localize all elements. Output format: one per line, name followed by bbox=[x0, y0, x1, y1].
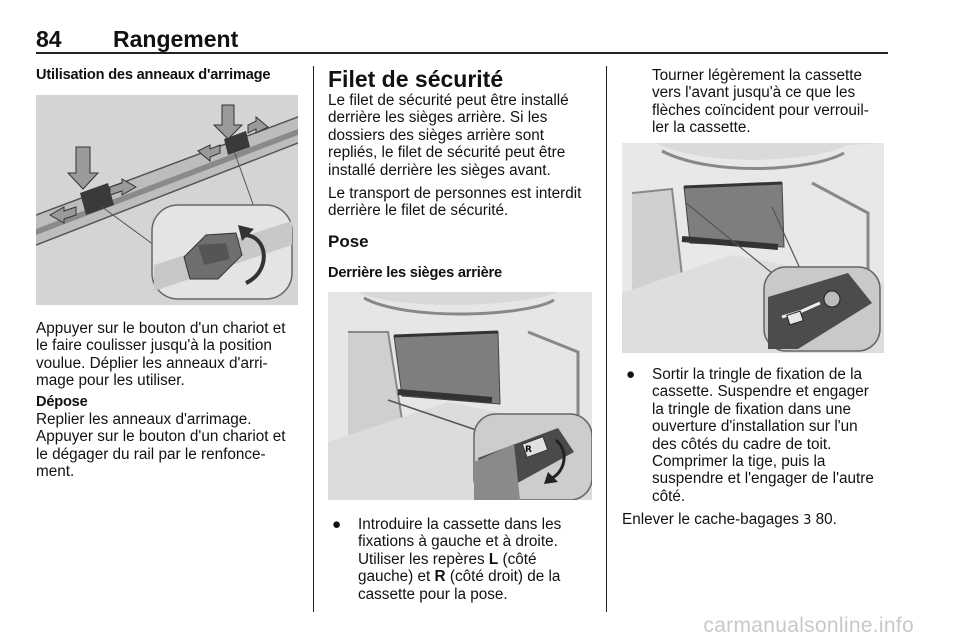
paragraph-line: installé derrière les sièges avant. bbox=[328, 161, 551, 179]
paragraph-line: ler la cassette. bbox=[652, 119, 751, 137]
paragraph-line: Appuyer sur le bouton d'un chariot et bbox=[36, 320, 286, 337]
marker-l: L bbox=[488, 550, 499, 568]
bullet-line bbox=[358, 568, 600, 585]
paragraph-line: vers l'avant jusqu'à ce que les bbox=[652, 84, 856, 102]
figure-tie-down-rings bbox=[36, 95, 298, 305]
figure-cassette-lock bbox=[622, 143, 884, 353]
paragraph-line: Le transport de personnes est interdit bbox=[328, 185, 582, 203]
paragraph-line: mage pour les utiliser. bbox=[36, 372, 185, 390]
header-rule bbox=[36, 52, 888, 54]
bullet-line: des côtés du cadre de toit. bbox=[652, 435, 832, 453]
column-divider-1 bbox=[313, 66, 314, 612]
pose-subheading: Derrière les sièges arrière bbox=[328, 264, 502, 281]
figure-cassette-install bbox=[328, 292, 592, 500]
paragraph-line: repliés, le filet de sécurité peut être bbox=[328, 144, 566, 162]
paragraph-line: Tourner légèrement la cassette bbox=[652, 67, 863, 84]
paragraph-line: Le filet de sécurité peut être installé bbox=[328, 92, 569, 109]
section-subtitle: Utilisation des anneaux d'arrimage bbox=[36, 67, 271, 83]
bullet-line: ouverture d'installation sur l'un bbox=[652, 418, 858, 436]
reference-arrow-icon: 3 bbox=[803, 513, 812, 529]
text-fragment: Enlever le cache-bagages bbox=[622, 511, 804, 529]
text-fragment: (côté bbox=[498, 550, 537, 568]
column-1-body bbox=[36, 320, 308, 481]
pose-heading: Pose bbox=[328, 231, 369, 251]
column-divider-2 bbox=[606, 66, 607, 612]
text-fragment: gauche) et bbox=[358, 568, 435, 586]
bullet-line: cassette pour la pose. bbox=[358, 585, 508, 603]
depose-heading: Dépose bbox=[36, 393, 88, 410]
list-item bbox=[622, 366, 894, 505]
bullet-line: fixations à gauche et à droite. bbox=[358, 533, 558, 551]
column-3 bbox=[622, 67, 892, 137]
paragraph-line: Replier les anneaux d'arrimage. bbox=[36, 411, 252, 429]
list-item bbox=[328, 516, 600, 603]
bullet-dot: ● bbox=[626, 366, 636, 383]
bullet-line: Comprimer la tige, puis la bbox=[652, 453, 826, 471]
bullet-line: suspendre et l'engager de l'autre bbox=[652, 470, 874, 488]
column-2 bbox=[328, 66, 600, 282]
paragraph-line: flèches coïncident pour verrouil- bbox=[652, 101, 869, 119]
bullet-line: Sortir la tringle de fixation de la bbox=[652, 366, 863, 383]
bullet-line bbox=[358, 551, 600, 568]
cross-reference[interactable] bbox=[622, 511, 894, 529]
bullet-line: la tringle de fixation dans une bbox=[652, 400, 851, 418]
figure-label-r: R bbox=[525, 445, 532, 455]
marker-r: R bbox=[434, 568, 446, 586]
page-reference[interactable]: 80. bbox=[811, 511, 837, 529]
column-1 bbox=[36, 67, 306, 84]
page-title: Rangement bbox=[113, 26, 239, 52]
bullet-line: Introduire la cassette dans les bbox=[358, 516, 562, 533]
paragraph-line: ment. bbox=[36, 463, 75, 481]
paragraph-line: voulue. Déplier les anneaux d'arri- bbox=[36, 354, 268, 372]
paragraph-line: derrière le filet de sécurité. bbox=[328, 202, 509, 220]
paragraph-line: le faire coulisser jusqu'à la position bbox=[36, 337, 272, 355]
bullet-dot: ● bbox=[332, 516, 342, 533]
text-fragment: (côté droit) de la bbox=[445, 568, 561, 586]
page-number: 84 bbox=[36, 26, 62, 52]
watermark: carmanualsonline.info bbox=[703, 614, 914, 637]
paragraph-line: le dégager du rail par le renfonce- bbox=[36, 445, 266, 463]
bullet-line: côté. bbox=[652, 487, 686, 505]
paragraph-line: derrière les sièges arrière. Si les bbox=[328, 109, 548, 127]
paragraph-line: Appuyer sur le bouton d'un chariot et bbox=[36, 428, 286, 446]
text-fragment: Utiliser les repères bbox=[358, 550, 489, 568]
column-2-bullet bbox=[328, 516, 600, 603]
section-title: Filet de sécurité bbox=[328, 66, 504, 92]
paragraph-line: dossiers des sièges arrière sont bbox=[328, 126, 544, 144]
bullet-line: cassette. Suspendre et engager bbox=[652, 383, 869, 401]
column-3-body bbox=[622, 366, 894, 530]
